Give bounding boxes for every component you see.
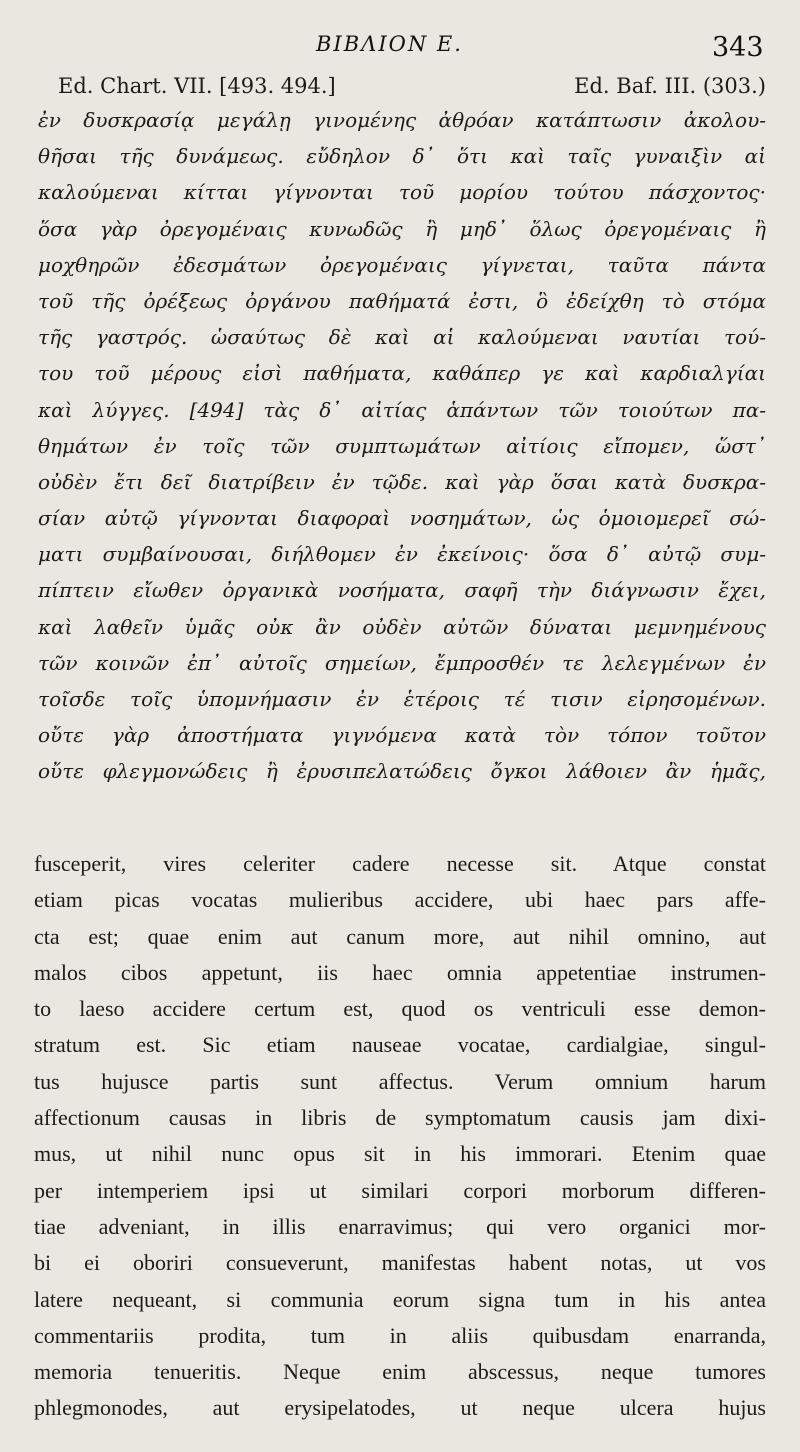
edition-reference-line [58,74,766,104]
greek-text-line: θῆσαι τῆς δυνάμεως. εὔδηλον δ᾽ ὅτι καὶ ταῖς γυναιξὶν αἱ [38,144,766,169]
greek-text-line: οὔτε γὰρ ἀποστήματα γιγνόμενα κατὰ τὸν τόπον τοῦτον [38,723,766,748]
greek-text-line: σίαν αὐτῷ γίγνονται διαφοραὶ νοσημάτων, ὡς ὁμοιομερεῖ σώ- [38,506,766,531]
greek-text-line: ἐν δυσκρασίᾳ μεγάλῃ γινομένης ἀθρόαν κατάπτωσιν ἀκολου- [38,108,766,132]
latin-text-line: malos cibos appetunt, iis haec omnia appetentiae instrumen- [34,959,766,985]
page-number: 343 [712,32,764,63]
running-title: BIBΛΙΟΝ Ε. [316,32,463,56]
greek-text-line: τῆς γαστρός. ὡσαύτως δὲ καὶ αἱ καλούμεναι ναυτίαι τού- [38,325,766,350]
latin-text-line: commentariis prodita, tum in aliis quibusdam enarranda, [34,1322,766,1348]
edition-chartier-reference: Ed. Chart. VII. [493. 494.] [58,74,336,98]
greek-text-line: μοχθηρῶν ἐδεσμάτων ὀρεγομέναις γίγνεται, ταῦτα πάντα [38,252,766,277]
latin-text-line: affectionum causas in libris de symptomatum causis jam dixi- [34,1105,766,1131]
greek-text-line: οὐδὲν ἔτι δεῖ διατρίβειν ἐν τῷδε. καὶ γὰρ ὅσαι κατὰ δυσκρα- [38,469,766,494]
edition-basel-reference: Ed. Baf. III. (303.) [574,74,766,98]
latin-text-line: to laeso accidere certum est, quod os ventriculi esse demon- [34,996,766,1022]
greek-text-line: τῶν κοινῶν ἐπ᾽ αὐτοῖς σημείων, ἔμπροσθέν τε λελεγμένων ἐν [38,650,766,675]
latin-text-line: fusceperit, vires celeriter cadere necesse sit. Atque constat [34,851,766,876]
greek-text-line: ὅσα γὰρ ὀρεγομέναις κυνωδῶς ἢ μηδ᾽ ὅλως ὀρεγομέναις ἢ [38,216,766,241]
greek-text-column [38,102,766,790]
latin-text-line: latere nequeant, si communia eorum signa tum in his antea [34,1286,766,1312]
greek-text-line: καὶ λύγγες. [494] τὰς δ᾽ αἰτίας ἁπάντων τῶν τοιούτων πα- [38,397,766,422]
latin-text-line: phlegmonodes, aut erysipelatodes, ut neque ulcera hujus [34,1395,766,1421]
latin-text-line: memoria tenueritis. Neque enim abscessus, neque tumores [34,1359,766,1385]
greek-text-line: οὔτε φλεγμονώδεις ἢ ἐρυσιπελατώδεις ὄγκοι λάθοιεν ἂν ἡμᾶς, [38,759,766,784]
latin-text-line: stratum est. Sic etiam nauseae vocatae, cardialgiae, singul- [34,1032,766,1058]
latin-text-line: etiam picas vocatas mulieribus accidere, ubi haec pars affe- [34,887,766,913]
running-head [0,24,800,64]
latin-text-line: bi ei oboriri consueverunt, manifestas habent notas, ut vos [34,1250,766,1276]
greek-text-line: καὶ λαθεῖν ὑμᾶς οὐκ ἂν οὐδὲν αὐτῶν δύναται μεμνημένους [38,614,766,639]
greek-text-line: τοῦ τῆς ὀρέξεως ὀργάνου παθήματά ἐστι, ὃ ἐδείχθη τὸ στόμα [38,288,766,313]
greek-text-line: τοῖσδε τοῖς ὑπομνήμασιν ἐν ἑτέροις τέ τισιν εἰρησομένων. [38,687,766,711]
greek-text-line: καλούμεναι κίτται γίγνονται τοῦ μορίου τούτου πάσχοντος· [38,180,766,205]
latin-text-line: tiae adveniant, in illis enarravimus; qui vero organici mor- [34,1213,766,1239]
latin-text-line: tus hujusce partis sunt affectus. Verum omnium harum [34,1068,766,1094]
latin-text-line: cta est; quae enim aut canum more, aut nihil omnino, aut [34,923,766,949]
greek-text-line: ματι συμβαίνουσαι, διήλθομεν ἐν ἐκείνοις· ὅσα δ᾽ αὐτῷ συμ- [38,542,766,567]
greek-text-line: πίπτειν εἴωθεν ὀργανικὰ νοσήματα, σαφῆ τὴν διάγνωσιν ἔχει, [38,578,766,603]
latin-text-column [34,846,766,1427]
greek-text-line: του τοῦ μέρους εἰσὶ παθήματα, καθάπερ γε καὶ καρδιαλγίαι [38,361,766,386]
greek-text-line: θημάτων ἐν τοῖς τῶν συμπτωμάτων αἰτίοις εἴπομεν, ὥστ᾽ [38,433,766,458]
latin-text-line: mus, ut nihil nunc opus sit in his immorari. Etenim quae [34,1141,766,1167]
section-divider [40,822,760,823]
latin-text-line: per intemperiem ipsi ut similari corpori morborum differen- [34,1177,766,1203]
